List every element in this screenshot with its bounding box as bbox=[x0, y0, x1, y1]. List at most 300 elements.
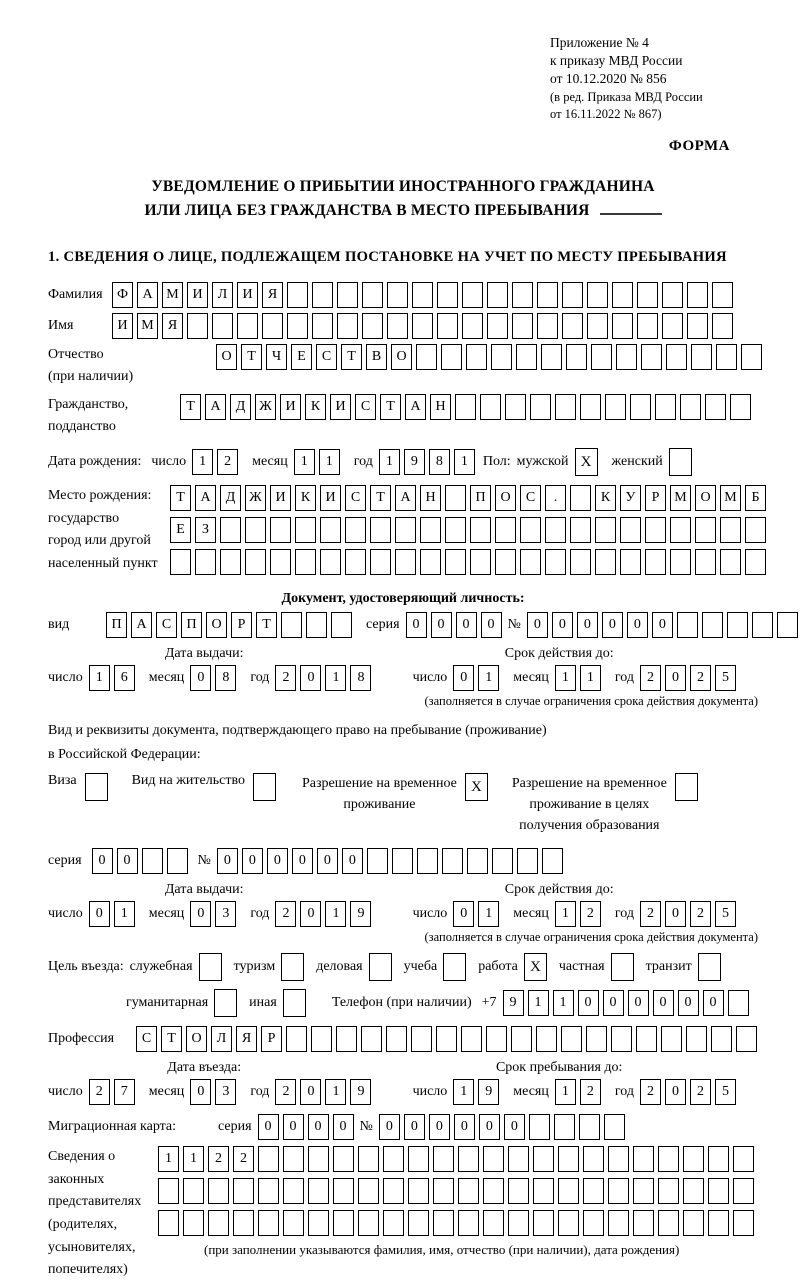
char-cell[interactable] bbox=[662, 282, 683, 308]
char-cell[interactable] bbox=[666, 344, 687, 370]
char-cell[interactable] bbox=[245, 549, 266, 575]
char-cell[interactable] bbox=[208, 1210, 229, 1236]
char-cell[interactable] bbox=[486, 1026, 507, 1052]
char-cell[interactable] bbox=[441, 344, 462, 370]
char-cell[interactable]: Д bbox=[230, 394, 251, 420]
entry-month-cells[interactable] bbox=[190, 1079, 240, 1105]
char-cell[interactable] bbox=[461, 1026, 482, 1052]
char-cell[interactable]: 1 bbox=[478, 901, 499, 927]
purpose-transit-checkbox[interactable] bbox=[698, 953, 721, 981]
char-cell[interactable] bbox=[386, 1026, 407, 1052]
char-cell[interactable]: 1 bbox=[114, 901, 135, 927]
char-cell[interactable] bbox=[711, 1026, 732, 1052]
char-cell[interactable] bbox=[745, 549, 766, 575]
char-cell[interactable] bbox=[537, 313, 558, 339]
char-cell[interactable] bbox=[720, 549, 741, 575]
char-cell[interactable] bbox=[555, 394, 576, 420]
char-cell[interactable]: 0 bbox=[217, 848, 238, 874]
char-cell[interactable] bbox=[411, 1026, 432, 1052]
char-cell[interactable]: 0 bbox=[300, 901, 321, 927]
char-cell[interactable] bbox=[517, 848, 538, 874]
char-cell[interactable]: 0 bbox=[89, 901, 110, 927]
char-cell[interactable]: 1 bbox=[555, 901, 576, 927]
char-cell[interactable] bbox=[616, 344, 637, 370]
char-cell[interactable] bbox=[708, 1178, 729, 1204]
doc-number-cells[interactable] bbox=[527, 612, 802, 638]
char-cell[interactable]: 0 bbox=[627, 612, 648, 638]
permit-issue-year-cells[interactable] bbox=[275, 901, 375, 927]
char-cell[interactable] bbox=[733, 1178, 754, 1204]
char-cell[interactable] bbox=[458, 1146, 479, 1172]
entry-day-cells[interactable] bbox=[89, 1079, 139, 1105]
char-cell[interactable]: 1 bbox=[454, 449, 475, 475]
char-cell[interactable]: С bbox=[345, 485, 366, 511]
char-cell[interactable]: С bbox=[156, 612, 177, 638]
char-cell[interactable] bbox=[508, 1178, 529, 1204]
char-cell[interactable] bbox=[529, 1114, 550, 1140]
char-cell[interactable] bbox=[580, 394, 601, 420]
char-cell[interactable] bbox=[687, 282, 708, 308]
char-cell[interactable] bbox=[283, 1146, 304, 1172]
char-cell[interactable] bbox=[308, 1146, 329, 1172]
char-cell[interactable] bbox=[633, 1210, 654, 1236]
permit-series-cells[interactable] bbox=[92, 848, 192, 874]
char-cell[interactable] bbox=[708, 1210, 729, 1236]
char-cell[interactable]: 1 bbox=[325, 901, 346, 927]
char-cell[interactable]: Р bbox=[261, 1026, 282, 1052]
stay-month-cells[interactable] bbox=[555, 1079, 605, 1105]
char-cell[interactable] bbox=[530, 394, 551, 420]
char-cell[interactable]: 1 bbox=[89, 665, 110, 691]
patronymic-cells[interactable] bbox=[216, 344, 766, 370]
char-cell[interactable] bbox=[611, 1026, 632, 1052]
char-cell[interactable]: 9 bbox=[503, 990, 524, 1016]
char-cell[interactable] bbox=[312, 313, 333, 339]
char-cell[interactable]: 0 bbox=[283, 1114, 304, 1140]
residence-permit-checkbox[interactable] bbox=[253, 773, 276, 801]
char-cell[interactable] bbox=[245, 517, 266, 543]
stay-year-cells[interactable] bbox=[640, 1079, 740, 1105]
permit-issue-month-cells[interactable] bbox=[190, 901, 240, 927]
char-cell[interactable]: К bbox=[595, 485, 616, 511]
char-cell[interactable] bbox=[320, 549, 341, 575]
profession-cells[interactable] bbox=[136, 1026, 761, 1052]
char-cell[interactable] bbox=[695, 517, 716, 543]
char-cell[interactable]: 0 bbox=[429, 1114, 450, 1140]
char-cell[interactable]: 0 bbox=[453, 665, 474, 691]
char-cell[interactable]: М bbox=[670, 485, 691, 511]
char-cell[interactable] bbox=[392, 848, 413, 874]
char-cell[interactable] bbox=[483, 1210, 504, 1236]
char-cell[interactable]: 0 bbox=[552, 612, 573, 638]
char-cell[interactable] bbox=[508, 1146, 529, 1172]
char-cell[interactable] bbox=[658, 1178, 679, 1204]
char-cell[interactable] bbox=[583, 1210, 604, 1236]
char-cell[interactable]: 0 bbox=[703, 990, 724, 1016]
char-cell[interactable]: 0 bbox=[678, 990, 699, 1016]
char-cell[interactable]: 5 bbox=[715, 665, 736, 691]
char-cell[interactable] bbox=[462, 282, 483, 308]
char-cell[interactable] bbox=[345, 517, 366, 543]
char-cell[interactable] bbox=[562, 282, 583, 308]
char-cell[interactable] bbox=[579, 1114, 600, 1140]
phone-cells[interactable] bbox=[503, 990, 753, 1016]
char-cell[interactable] bbox=[445, 549, 466, 575]
char-cell[interactable]: О bbox=[186, 1026, 207, 1052]
char-cell[interactable]: К bbox=[305, 394, 326, 420]
char-cell[interactable] bbox=[212, 313, 233, 339]
char-cell[interactable] bbox=[604, 1114, 625, 1140]
permit-number-cells[interactable] bbox=[217, 848, 567, 874]
char-cell[interactable] bbox=[345, 549, 366, 575]
char-cell[interactable] bbox=[741, 344, 762, 370]
char-cell[interactable]: О bbox=[206, 612, 227, 638]
char-cell[interactable]: Я bbox=[236, 1026, 257, 1052]
char-cell[interactable]: 2 bbox=[690, 901, 711, 927]
birth-place-row-3[interactable] bbox=[170, 549, 770, 575]
char-cell[interactable]: О bbox=[695, 485, 716, 511]
char-cell[interactable] bbox=[566, 344, 587, 370]
char-cell[interactable] bbox=[637, 313, 658, 339]
char-cell[interactable]: 1 bbox=[192, 449, 213, 475]
char-cell[interactable]: И bbox=[320, 485, 341, 511]
char-cell[interactable]: 1 bbox=[555, 1079, 576, 1105]
char-cell[interactable] bbox=[533, 1146, 554, 1172]
char-cell[interactable]: 2 bbox=[580, 901, 601, 927]
char-cell[interactable]: А bbox=[131, 612, 152, 638]
birth-day-cells[interactable] bbox=[192, 449, 242, 475]
char-cell[interactable]: А bbox=[195, 485, 216, 511]
char-cell[interactable] bbox=[467, 848, 488, 874]
char-cell[interactable] bbox=[295, 549, 316, 575]
char-cell[interactable]: 9 bbox=[350, 901, 371, 927]
char-cell[interactable] bbox=[361, 1026, 382, 1052]
char-cell[interactable] bbox=[712, 313, 733, 339]
char-cell[interactable] bbox=[736, 1026, 757, 1052]
char-cell[interactable]: 9 bbox=[350, 1079, 371, 1105]
char-cell[interactable] bbox=[458, 1210, 479, 1236]
char-cell[interactable] bbox=[233, 1210, 254, 1236]
char-cell[interactable] bbox=[437, 313, 458, 339]
char-cell[interactable]: Т bbox=[370, 485, 391, 511]
char-cell[interactable]: М bbox=[162, 282, 183, 308]
char-cell[interactable]: Р bbox=[231, 612, 252, 638]
char-cell[interactable]: Т bbox=[170, 485, 191, 511]
permit-issue-day-cells[interactable] bbox=[89, 901, 139, 927]
char-cell[interactable] bbox=[505, 394, 526, 420]
char-cell[interactable] bbox=[583, 1146, 604, 1172]
char-cell[interactable] bbox=[308, 1178, 329, 1204]
char-cell[interactable] bbox=[183, 1210, 204, 1236]
char-cell[interactable] bbox=[455, 394, 476, 420]
char-cell[interactable]: П bbox=[470, 485, 491, 511]
char-cell[interactable]: Ж bbox=[245, 485, 266, 511]
char-cell[interactable]: П bbox=[106, 612, 127, 638]
char-cell[interactable] bbox=[270, 549, 291, 575]
char-cell[interactable] bbox=[595, 517, 616, 543]
char-cell[interactable]: 8 bbox=[350, 665, 371, 691]
purpose-study-checkbox[interactable] bbox=[443, 953, 466, 981]
char-cell[interactable]: 0 bbox=[665, 665, 686, 691]
purpose-work-checkbox[interactable]: X bbox=[524, 953, 547, 981]
char-cell[interactable]: 0 bbox=[300, 665, 321, 691]
char-cell[interactable] bbox=[495, 549, 516, 575]
char-cell[interactable]: 0 bbox=[578, 990, 599, 1016]
char-cell[interactable] bbox=[545, 549, 566, 575]
char-cell[interactable] bbox=[433, 1178, 454, 1204]
char-cell[interactable]: Е bbox=[291, 344, 312, 370]
birth-year-cells[interactable] bbox=[379, 449, 479, 475]
char-cell[interactable]: 1 bbox=[319, 449, 340, 475]
char-cell[interactable] bbox=[536, 1026, 557, 1052]
char-cell[interactable] bbox=[331, 612, 352, 638]
char-cell[interactable]: 0 bbox=[190, 901, 211, 927]
char-cell[interactable] bbox=[258, 1178, 279, 1204]
char-cell[interactable] bbox=[630, 394, 651, 420]
char-cell[interactable]: 0 bbox=[527, 612, 548, 638]
char-cell[interactable] bbox=[408, 1146, 429, 1172]
char-cell[interactable] bbox=[362, 313, 383, 339]
char-cell[interactable]: 7 bbox=[114, 1079, 135, 1105]
char-cell[interactable]: 3 bbox=[215, 1079, 236, 1105]
char-cell[interactable] bbox=[655, 394, 676, 420]
char-cell[interactable]: М bbox=[720, 485, 741, 511]
char-cell[interactable] bbox=[583, 1178, 604, 1204]
char-cell[interactable] bbox=[362, 282, 383, 308]
char-cell[interactable] bbox=[358, 1178, 379, 1204]
char-cell[interactable] bbox=[645, 549, 666, 575]
birth-place-row-2[interactable] bbox=[170, 517, 770, 543]
char-cell[interactable] bbox=[387, 282, 408, 308]
char-cell[interactable] bbox=[712, 282, 733, 308]
char-cell[interactable] bbox=[233, 1178, 254, 1204]
char-cell[interactable] bbox=[658, 1210, 679, 1236]
char-cell[interactable]: 0 bbox=[577, 612, 598, 638]
sex-male-checkbox[interactable]: X bbox=[575, 448, 598, 476]
char-cell[interactable]: 2 bbox=[217, 449, 238, 475]
char-cell[interactable]: 2 bbox=[233, 1146, 254, 1172]
char-cell[interactable]: 0 bbox=[652, 612, 673, 638]
char-cell[interactable] bbox=[702, 612, 723, 638]
char-cell[interactable] bbox=[383, 1178, 404, 1204]
char-cell[interactable] bbox=[383, 1210, 404, 1236]
char-cell[interactable]: 0 bbox=[267, 848, 288, 874]
char-cell[interactable]: 1 bbox=[379, 449, 400, 475]
char-cell[interactable]: 0 bbox=[603, 990, 624, 1016]
char-cell[interactable] bbox=[370, 549, 391, 575]
char-cell[interactable] bbox=[158, 1210, 179, 1236]
char-cell[interactable] bbox=[691, 344, 712, 370]
char-cell[interactable]: А bbox=[137, 282, 158, 308]
char-cell[interactable] bbox=[170, 549, 191, 575]
char-cell[interactable] bbox=[537, 282, 558, 308]
char-cell[interactable] bbox=[237, 313, 258, 339]
char-cell[interactable]: В bbox=[366, 344, 387, 370]
char-cell[interactable] bbox=[416, 344, 437, 370]
doc-valid-year-cells[interactable] bbox=[640, 665, 740, 691]
char-cell[interactable] bbox=[542, 848, 563, 874]
char-cell[interactable] bbox=[491, 344, 512, 370]
doc-series-cells[interactable] bbox=[406, 612, 506, 638]
char-cell[interactable] bbox=[733, 1146, 754, 1172]
char-cell[interactable]: У bbox=[620, 485, 641, 511]
entry-year-cells[interactable] bbox=[275, 1079, 375, 1105]
char-cell[interactable]: 1 bbox=[325, 665, 346, 691]
char-cell[interactable]: 2 bbox=[690, 665, 711, 691]
char-cell[interactable] bbox=[281, 612, 302, 638]
char-cell[interactable] bbox=[727, 612, 748, 638]
char-cell[interactable]: С bbox=[355, 394, 376, 420]
char-cell[interactable] bbox=[287, 282, 308, 308]
char-cell[interactable] bbox=[612, 282, 633, 308]
char-cell[interactable] bbox=[512, 282, 533, 308]
char-cell[interactable]: 2 bbox=[275, 665, 296, 691]
char-cell[interactable] bbox=[258, 1210, 279, 1236]
char-cell[interactable]: Я bbox=[262, 282, 283, 308]
char-cell[interactable] bbox=[208, 1178, 229, 1204]
char-cell[interactable]: 8 bbox=[215, 665, 236, 691]
char-cell[interactable] bbox=[645, 517, 666, 543]
char-cell[interactable]: 1 bbox=[325, 1079, 346, 1105]
char-cell[interactable]: Л bbox=[212, 282, 233, 308]
char-cell[interactable] bbox=[686, 1026, 707, 1052]
purpose-humanitarian-checkbox[interactable] bbox=[214, 989, 237, 1017]
char-cell[interactable]: 0 bbox=[333, 1114, 354, 1140]
char-cell[interactable]: 9 bbox=[478, 1079, 499, 1105]
permit-valid-month-cells[interactable] bbox=[555, 901, 605, 927]
char-cell[interactable]: Т bbox=[341, 344, 362, 370]
char-cell[interactable]: 0 bbox=[665, 901, 686, 927]
char-cell[interactable] bbox=[777, 612, 798, 638]
char-cell[interactable] bbox=[512, 313, 533, 339]
char-cell[interactable] bbox=[533, 1210, 554, 1236]
char-cell[interactable] bbox=[508, 1210, 529, 1236]
permit-valid-day-cells[interactable] bbox=[453, 901, 503, 927]
char-cell[interactable]: С bbox=[316, 344, 337, 370]
char-cell[interactable] bbox=[752, 612, 773, 638]
char-cell[interactable] bbox=[545, 517, 566, 543]
char-cell[interactable]: 0 bbox=[406, 612, 427, 638]
char-cell[interactable] bbox=[636, 1026, 657, 1052]
char-cell[interactable] bbox=[358, 1146, 379, 1172]
purpose-other-checkbox[interactable] bbox=[283, 989, 306, 1017]
doc-valid-month-cells[interactable] bbox=[555, 665, 605, 691]
char-cell[interactable] bbox=[558, 1146, 579, 1172]
char-cell[interactable] bbox=[483, 1178, 504, 1204]
char-cell[interactable] bbox=[167, 848, 188, 874]
char-cell[interactable] bbox=[312, 282, 333, 308]
char-cell[interactable] bbox=[516, 344, 537, 370]
char-cell[interactable] bbox=[287, 313, 308, 339]
char-cell[interactable]: 0 bbox=[317, 848, 338, 874]
char-cell[interactable]: Ф bbox=[112, 282, 133, 308]
char-cell[interactable]: 0 bbox=[628, 990, 649, 1016]
char-cell[interactable] bbox=[395, 517, 416, 543]
doc-issue-year-cells[interactable] bbox=[275, 665, 375, 691]
char-cell[interactable]: 0 bbox=[602, 612, 623, 638]
char-cell[interactable]: З bbox=[195, 517, 216, 543]
char-cell[interactable] bbox=[436, 1026, 457, 1052]
char-cell[interactable]: А bbox=[205, 394, 226, 420]
char-cell[interactable] bbox=[620, 549, 641, 575]
char-cell[interactable] bbox=[558, 1178, 579, 1204]
char-cell[interactable] bbox=[680, 394, 701, 420]
char-cell[interactable] bbox=[333, 1146, 354, 1172]
char-cell[interactable] bbox=[720, 517, 741, 543]
birth-month-cells[interactable] bbox=[294, 449, 344, 475]
char-cell[interactable] bbox=[220, 549, 241, 575]
char-cell[interactable] bbox=[470, 517, 491, 543]
char-cell[interactable]: 0 bbox=[431, 612, 452, 638]
char-cell[interactable]: 0 bbox=[404, 1114, 425, 1140]
char-cell[interactable] bbox=[683, 1178, 704, 1204]
char-cell[interactable] bbox=[466, 344, 487, 370]
char-cell[interactable] bbox=[683, 1210, 704, 1236]
doc-type-cells[interactable] bbox=[106, 612, 356, 638]
char-cell[interactable]: 1 bbox=[294, 449, 315, 475]
char-cell[interactable] bbox=[633, 1146, 654, 1172]
char-cell[interactable] bbox=[445, 517, 466, 543]
char-cell[interactable] bbox=[620, 517, 641, 543]
char-cell[interactable] bbox=[420, 549, 441, 575]
char-cell[interactable]: 0 bbox=[342, 848, 363, 874]
char-cell[interactable] bbox=[728, 990, 749, 1016]
char-cell[interactable]: 8 bbox=[429, 449, 450, 475]
char-cell[interactable] bbox=[520, 549, 541, 575]
char-cell[interactable] bbox=[320, 517, 341, 543]
char-cell[interactable] bbox=[258, 1146, 279, 1172]
char-cell[interactable]: 3 bbox=[215, 901, 236, 927]
char-cell[interactable]: Ж bbox=[255, 394, 276, 420]
char-cell[interactable]: Я bbox=[162, 313, 183, 339]
char-cell[interactable] bbox=[541, 344, 562, 370]
char-cell[interactable] bbox=[437, 282, 458, 308]
temp-residence-education-checkbox[interactable] bbox=[675, 773, 698, 801]
char-cell[interactable] bbox=[408, 1178, 429, 1204]
char-cell[interactable]: 1 bbox=[453, 1079, 474, 1105]
char-cell[interactable]: Т bbox=[256, 612, 277, 638]
char-cell[interactable] bbox=[383, 1146, 404, 1172]
char-cell[interactable]: 0 bbox=[258, 1114, 279, 1140]
char-cell[interactable] bbox=[586, 1026, 607, 1052]
char-cell[interactable]: 0 bbox=[92, 848, 113, 874]
char-cell[interactable] bbox=[367, 848, 388, 874]
char-cell[interactable]: Т bbox=[241, 344, 262, 370]
migration-series-cells[interactable] bbox=[258, 1114, 358, 1140]
char-cell[interactable] bbox=[158, 1178, 179, 1204]
char-cell[interactable]: Р bbox=[645, 485, 666, 511]
char-cell[interactable] bbox=[308, 1210, 329, 1236]
char-cell[interactable]: Б bbox=[745, 485, 766, 511]
char-cell[interactable] bbox=[412, 313, 433, 339]
char-cell[interactable]: 0 bbox=[190, 1079, 211, 1105]
char-cell[interactable]: 0 bbox=[190, 665, 211, 691]
char-cell[interactable] bbox=[511, 1026, 532, 1052]
char-cell[interactable]: 2 bbox=[275, 901, 296, 927]
char-cell[interactable]: 0 bbox=[454, 1114, 475, 1140]
char-cell[interactable]: 1 bbox=[183, 1146, 204, 1172]
char-cell[interactable] bbox=[283, 1178, 304, 1204]
char-cell[interactable] bbox=[395, 549, 416, 575]
char-cell[interactable]: 2 bbox=[275, 1079, 296, 1105]
char-cell[interactable]: А bbox=[405, 394, 426, 420]
char-cell[interactable] bbox=[283, 1210, 304, 1236]
char-cell[interactable]: 6 bbox=[114, 665, 135, 691]
char-cell[interactable] bbox=[408, 1210, 429, 1236]
char-cell[interactable]: 1 bbox=[580, 665, 601, 691]
char-cell[interactable] bbox=[286, 1026, 307, 1052]
char-cell[interactable]: И bbox=[280, 394, 301, 420]
